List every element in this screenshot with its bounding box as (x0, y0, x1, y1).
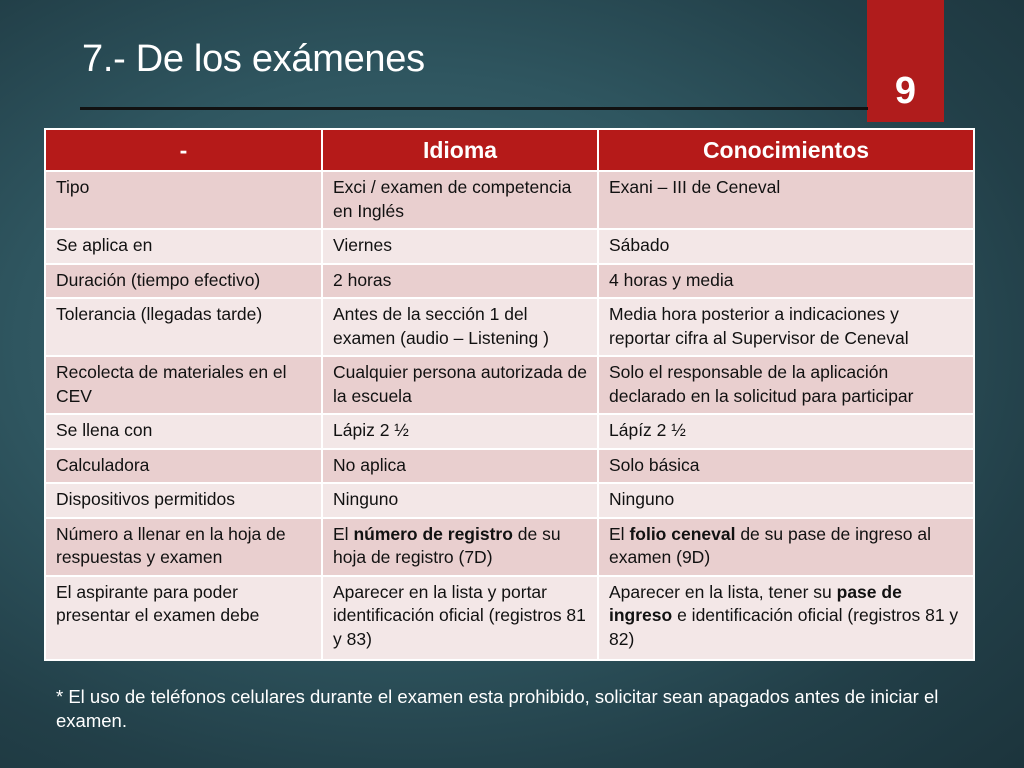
table-row (45, 518, 974, 576)
row-label: Se aplica en (45, 229, 322, 264)
table-row (45, 576, 974, 660)
table-row (45, 298, 974, 356)
idioma-cell: Antes de la sección 1 del examen (audio – Listening ) (322, 298, 598, 356)
idioma-cell: Exci / examen de competencia en Inglés (322, 171, 598, 229)
header-cell-blank: - (45, 129, 322, 171)
conocimientos-cell: Sábado (598, 229, 974, 264)
conocimientos-cell: Exani – III de Ceneval (598, 171, 974, 229)
conocimientos-cell: Solo básica (598, 449, 974, 484)
idioma-cell: Ninguno (322, 483, 598, 518)
text-part: Aparecer en la lista, tener su (609, 581, 837, 602)
idioma-cell (322, 518, 598, 576)
conocimientos-cell: Media hora posterior a indicaciones y reportar cifra al Supervisor de Ceneval (598, 298, 974, 356)
conocimientos-cell: 4 horas y media (598, 264, 974, 299)
exam-comparison-table (44, 128, 975, 661)
page-number-badge (867, 0, 944, 122)
idioma-cell: Cualquier persona autorizada de la escuela (322, 356, 598, 414)
table-header-row (45, 129, 974, 171)
title-underline (80, 107, 868, 110)
idioma-cell: No aplica (322, 449, 598, 484)
header-cell-idioma: Idioma (322, 129, 598, 171)
page-number: 9 (894, 70, 917, 112)
table-row (45, 356, 974, 414)
emphasis-pase-ingreso: pase de ingreso (609, 581, 902, 625)
idioma-cell: 2 horas (322, 264, 598, 299)
table-row (45, 171, 974, 229)
row-label: Calculadora (45, 449, 322, 484)
emphasis-folio-ceneval: folio ceneval (629, 523, 736, 544)
table-row (45, 229, 974, 264)
table-row (45, 449, 974, 484)
emphasis-numero-registro: número de registro (353, 523, 513, 544)
conocimientos-cell: Ninguno (598, 483, 974, 518)
conocimientos-cell (598, 518, 974, 576)
row-label: El aspirante para poder presentar el examen debe (45, 576, 322, 660)
table-row (45, 483, 974, 518)
slide-title: 7.- De los exámenes (82, 38, 425, 80)
text-part: El (333, 523, 354, 544)
conocimientos-cell: Lápíz 2 ½ (598, 414, 974, 449)
row-label: Tolerancia (llegadas tarde) (45, 298, 322, 356)
idioma-cell: Lápiz 2 ½ (322, 414, 598, 449)
row-label: Recolecta de materiales en el CEV (45, 356, 322, 414)
text-part: El (609, 523, 630, 544)
header-cell-conocimientos: Conocimientos (598, 129, 974, 171)
table-row (45, 414, 974, 449)
idioma-cell: Aparecer en la lista y portar identificación oficial (registros 81 y 83) (322, 576, 598, 660)
row-label: Tipo (45, 171, 322, 229)
footnote: * El uso de teléfonos celulares durante el examen esta prohibido, solicitar sean apagados antes de iniciar el examen. (56, 686, 939, 731)
row-label: Se llena con (45, 414, 322, 449)
idioma-cell: Viernes (322, 229, 598, 264)
row-label: Duración (tiempo efectivo) (45, 264, 322, 299)
conocimientos-cell (598, 576, 974, 660)
text-part: e identificación oficial (registros 81 y 82) (609, 605, 959, 649)
row-label: Número a llenar en la hoja de respuestas y examen (45, 518, 322, 576)
table-row (45, 264, 974, 299)
text-part: de su hoja de registro (7D) (333, 523, 561, 567)
text-part: de su pase de ingreso al examen (9D) (609, 523, 932, 567)
row-label: Dispositivos permitidos (45, 483, 322, 518)
conocimientos-cell: Solo el responsable de la aplicación declarado en la solicitud para participar (598, 356, 974, 414)
